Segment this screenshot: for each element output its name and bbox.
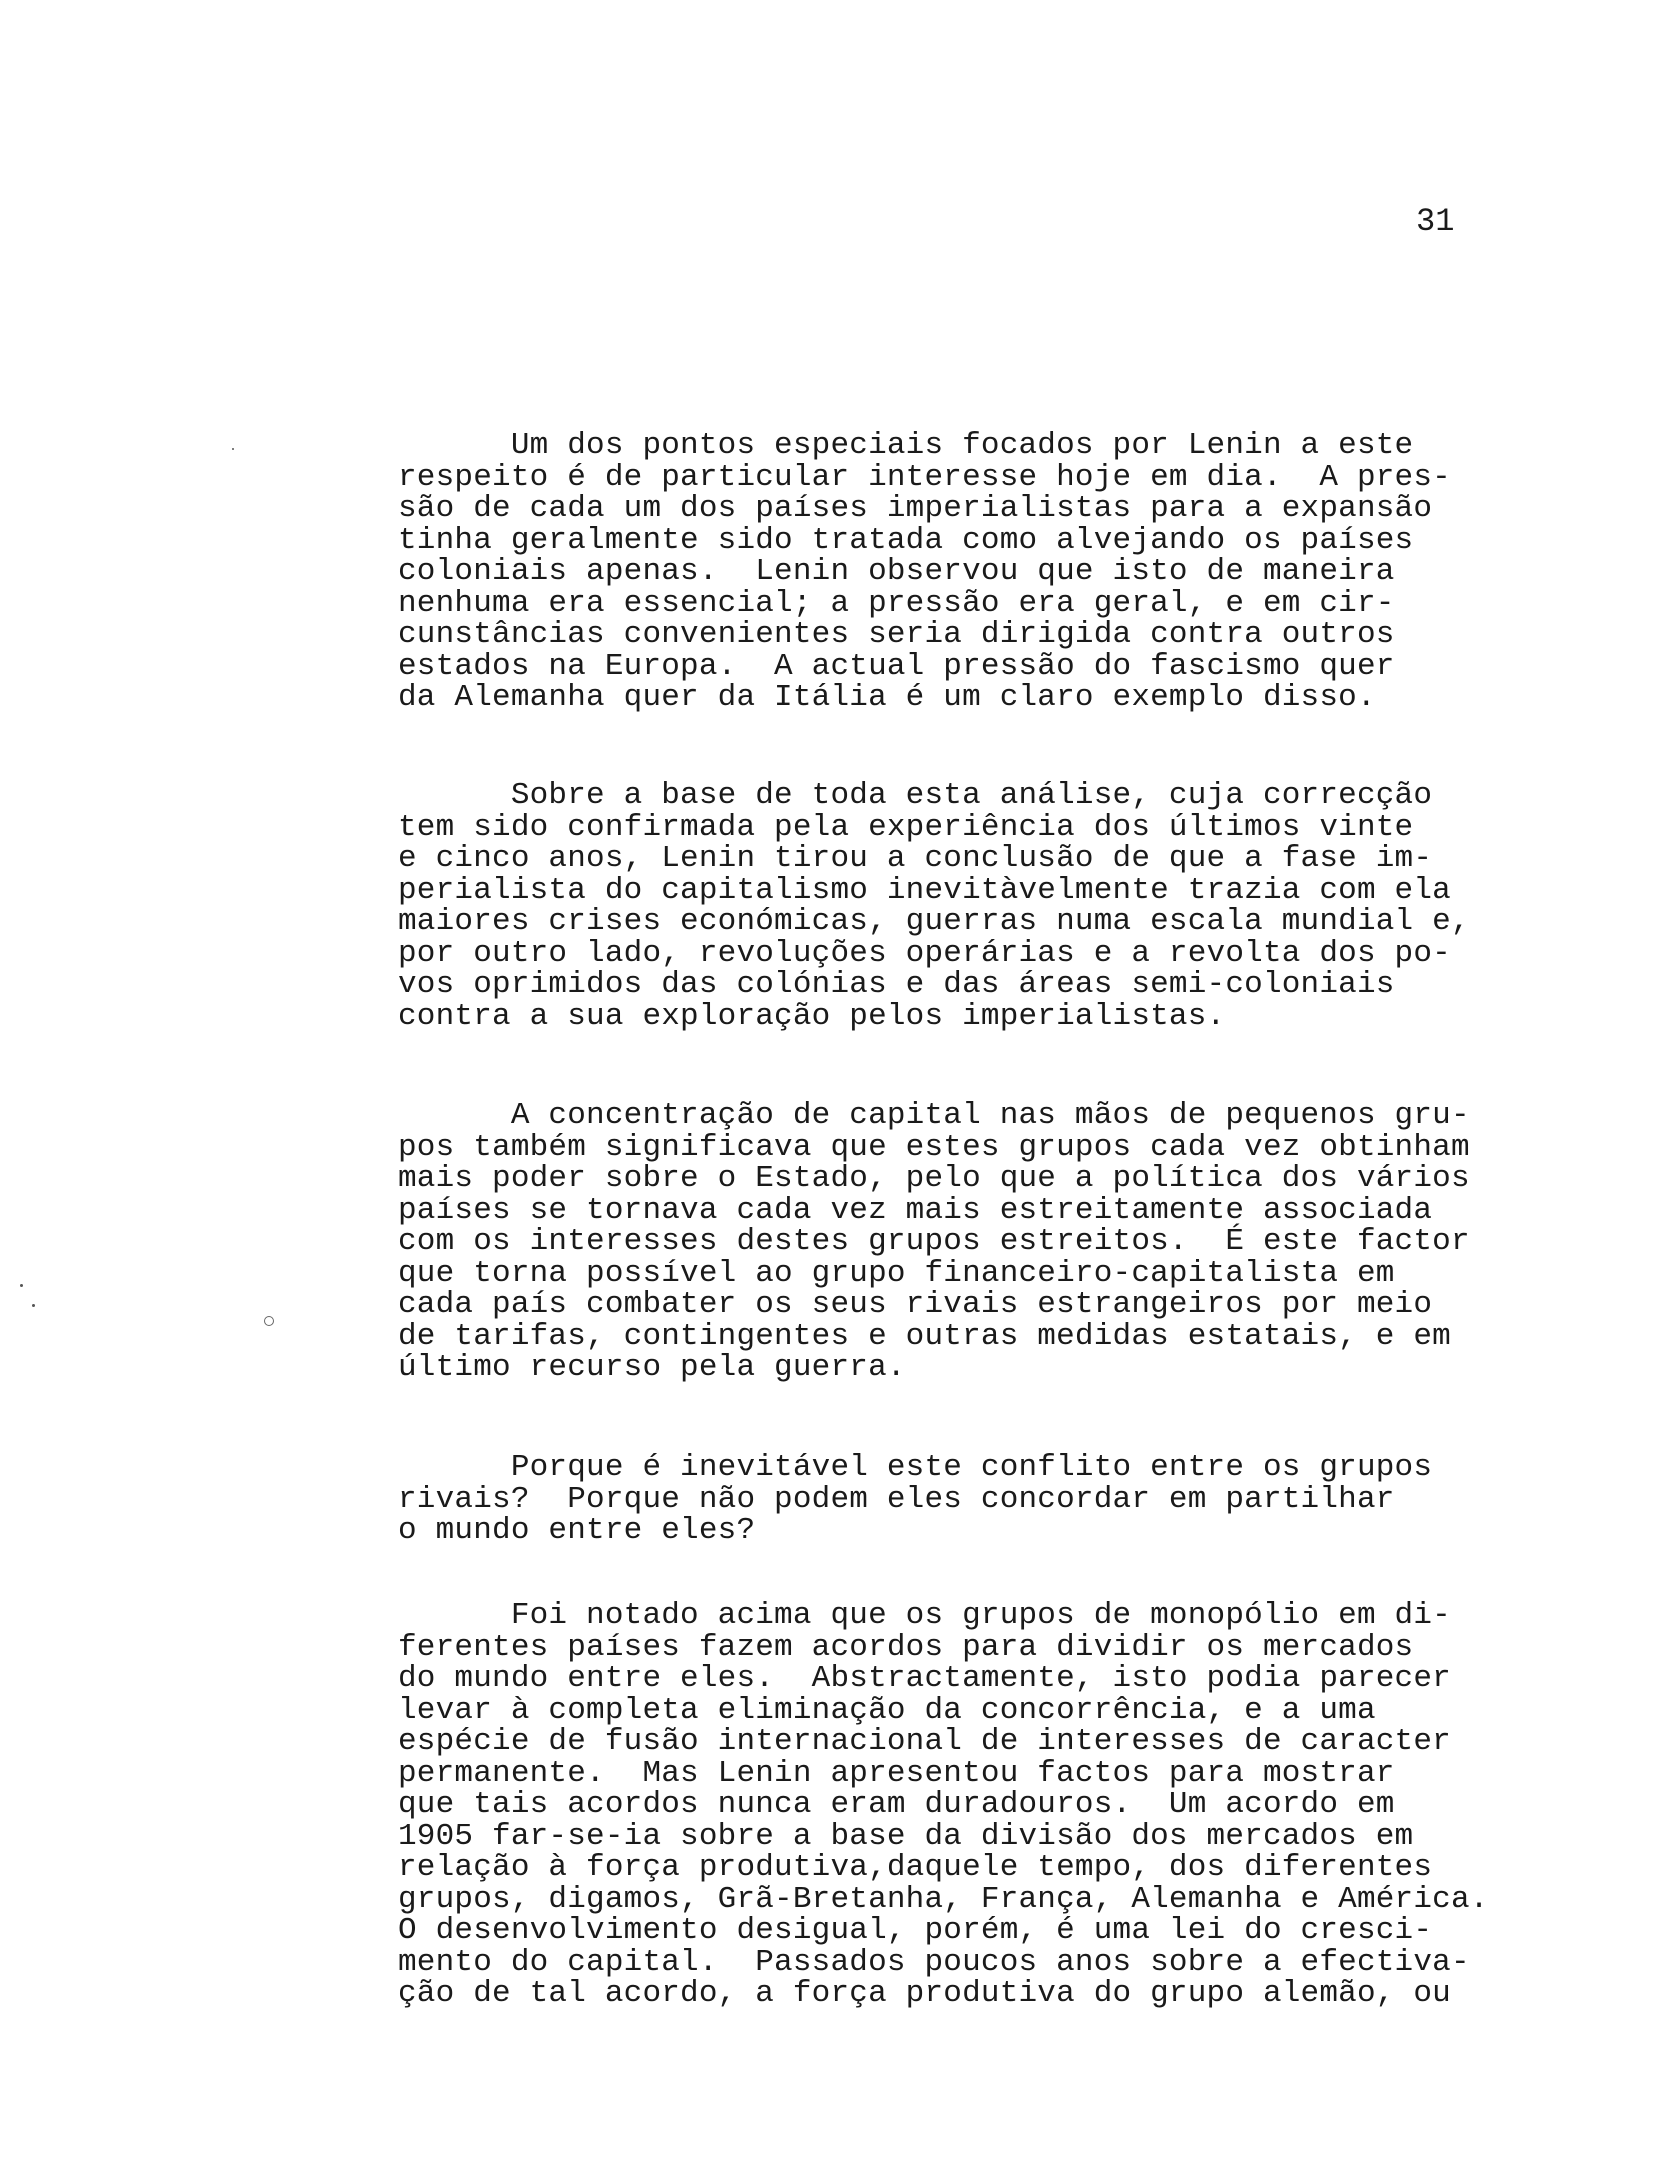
text-line: respeito é de particular interesse hoje em dia. A pres-	[398, 459, 1451, 495]
text-line: de tarifas, contingentes e outras medidas estatais, e em	[398, 1318, 1451, 1354]
text-line: ção de tal acordo, a força produtiva do grupo alemão, ou	[398, 1976, 1451, 2011]
text-line: tem sido confirmada pela experiência dos últimos vinte	[398, 809, 1414, 845]
text-line: com os interesses destes grupos estreitos. É este factor	[398, 1224, 1470, 1259]
text-line: estados na Europa. A actual pressão do fascismo quer	[398, 648, 1395, 684]
text-line: países se tornava cada vez mais estreitamente associada	[398, 1192, 1433, 1228]
text-line: grupos, digamos, Grã-Bretanha, França, Alemanha e América.	[398, 1881, 1489, 1917]
text-line: contra a sua exploração pelos imperialistas.	[398, 998, 1226, 1034]
text-line: maiores crises económicas, guerras numa escala mundial e,	[398, 904, 1470, 939]
text-line: e cinco anos, Lenin tirou a conclusão de que a fase im-	[398, 841, 1433, 876]
text-line: espécie de fusão internacional de interesses de caracter	[398, 1724, 1451, 1759]
text-line: Sobre a base de toda esta análise, cuja correcção	[398, 778, 1433, 813]
text-line: O desenvolvimento desigual, porém, é uma lei do cresci-	[398, 1913, 1433, 1948]
page-number: 31	[1416, 203, 1455, 240]
text-line: último recurso pela guerra.	[398, 1350, 906, 1385]
text-line: perialista do capitalismo inevitàvelmente trazia com ela	[398, 872, 1451, 908]
text-line: mento do capital. Passados poucos anos sobre a efectiva-	[398, 1944, 1470, 1980]
text-line: o mundo entre eles?	[398, 1513, 756, 1548]
text-line: do mundo entre eles. Abstractamente, isto podia parecer	[398, 1661, 1451, 1696]
text-line: por outro lado, revoluções operárias e a revolta dos po-	[398, 935, 1451, 971]
text-line: vos oprimidos das colónias e das áreas semi-coloniais	[398, 967, 1395, 1002]
text-line: A concentração de capital nas mãos de pequenos gru-	[398, 1098, 1470, 1133]
text-line: Foi notado acima que os grupos de monopólio em di-	[398, 1598, 1451, 1633]
text-line: coloniais apenas. Lenin observou que isto de maneira	[398, 554, 1395, 589]
text-line: levar à completa eliminação da concorrência, e a uma	[398, 1692, 1376, 1728]
text-line: que tais acordos nunca eram duradouros. Um acordo em	[398, 1787, 1395, 1822]
text-line: Um dos pontos especiais focados por Lenin a este	[398, 428, 1414, 463]
paragraph-5	[398, 1600, 1489, 2010]
scan-speck	[32, 1304, 35, 1307]
paragraph-4	[398, 1452, 1432, 1547]
scan-speck	[264, 1316, 274, 1326]
text-line: são de cada um dos países imperialistas para a expansão	[398, 491, 1433, 526]
scan-speck	[20, 1284, 23, 1287]
text-line: cada país combater os seus rivais estrangeiros por meio	[398, 1287, 1433, 1322]
text-line: Porque é inevitável este conflito entre os grupos	[398, 1450, 1433, 1485]
text-line: da Alemanha quer da Itália é um claro exemplo disso.	[398, 680, 1376, 715]
text-line: relação à força produtiva,daquele tempo, dos diferentes	[398, 1850, 1433, 1885]
paragraph-1	[398, 430, 1451, 714]
text-line: nenhuma era essencial; a pressão era geral, e em cir-	[398, 585, 1395, 621]
text-line: mais poder sobre o Estado, pelo que a política dos vários	[398, 1161, 1470, 1196]
text-line: cunstâncias convenientes seria dirigida contra outros	[398, 617, 1395, 652]
text-line: 1905 far-se-ia sobre a base da divisão dos mercados em	[398, 1818, 1414, 1854]
text-line: ferentes países fazem acordos para dividir os mercados	[398, 1629, 1414, 1665]
text-line: que torna possível ao grupo financeiro-capitalista em	[398, 1255, 1395, 1291]
paragraph-2	[398, 780, 1470, 1032]
text-line: rivais? Porque não podem eles concordar em partilhar	[398, 1481, 1395, 1517]
text-line: permanente. Mas Lenin apresentou factos para mostrar	[398, 1755, 1395, 1791]
text-line: pos também significava que estes grupos cada vez obtinham	[398, 1129, 1470, 1165]
scan-speck	[232, 448, 234, 450]
paragraph-3	[398, 1100, 1470, 1384]
text-line: tinha geralmente sido tratada como alvejando os países	[398, 522, 1414, 558]
